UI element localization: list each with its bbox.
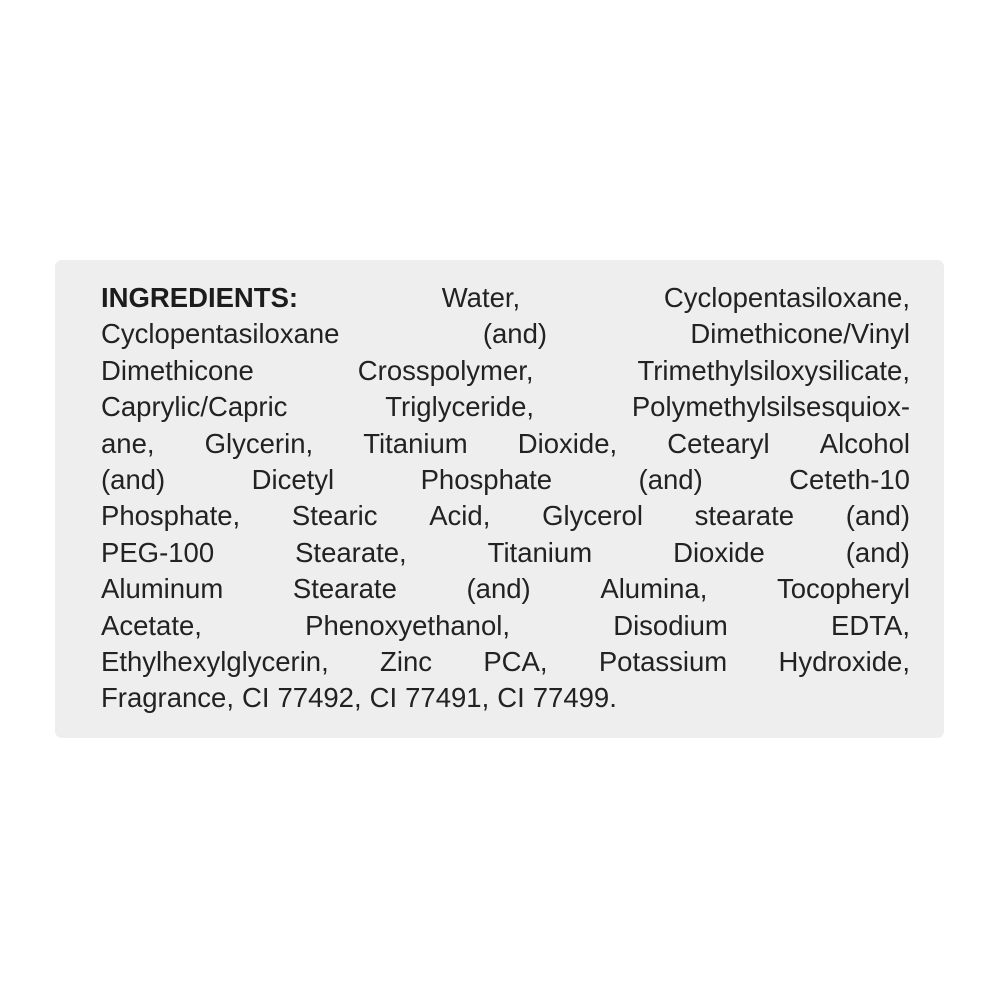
ingredient-word: Cyclopentasiloxane, bbox=[663, 282, 910, 313]
ingredient-word: Ethylhexylglycerin, bbox=[101, 645, 329, 677]
ingredients-line bbox=[101, 389, 910, 425]
ingredients-line bbox=[101, 535, 910, 571]
ingredient-word: Phenoxyethanol, bbox=[305, 609, 510, 641]
ingredient-word: Stearate, bbox=[295, 536, 407, 568]
ingredient-word: Phosphate, bbox=[101, 500, 241, 532]
ingredients-line bbox=[101, 644, 910, 680]
ingredient-word: (and) bbox=[466, 573, 531, 605]
ingredient-word: ane, bbox=[101, 427, 155, 459]
ingredient-word: Stearate bbox=[292, 573, 397, 605]
ingredient-word: Acetate, bbox=[101, 609, 202, 641]
ingredients-line bbox=[101, 353, 910, 389]
ingredient-word: Tocopheryl bbox=[777, 573, 910, 605]
ingredient-word: (and) bbox=[101, 463, 166, 495]
ingredient-word: Hydroxide, bbox=[778, 645, 910, 677]
ingredient-word: (and) bbox=[482, 318, 548, 350]
ingredient-word: Titanium bbox=[363, 427, 468, 459]
ingredient-word: Cyclopentasiloxane bbox=[101, 318, 340, 350]
ingredient-word: Alcohol bbox=[819, 427, 910, 459]
ingredient-word: Crosspolymer, bbox=[357, 354, 534, 386]
ingredient-word: 77492, bbox=[277, 682, 362, 714]
ingredients-heading: INGREDIENTS: bbox=[101, 282, 299, 313]
ingredients-line bbox=[101, 571, 910, 607]
ingredient-word: Caprylic/Capric bbox=[101, 391, 288, 423]
ingredient-word: Glycerin, bbox=[204, 427, 314, 459]
ingredient-word: (and) bbox=[638, 463, 703, 495]
ingredient-word: Trimethylsiloxysilicate, bbox=[637, 354, 910, 386]
ingredient-word: Ceteth-10 bbox=[789, 463, 910, 495]
ingredient-word: PCA, bbox=[483, 645, 548, 677]
ingredient-word: Disodium bbox=[613, 609, 728, 641]
ingredient-word: Dimethicone/Vinyl bbox=[690, 318, 910, 350]
ingredient-word: 77491, bbox=[405, 682, 490, 714]
ingredient-word: Dimethicone bbox=[101, 354, 254, 386]
ingredient-word: stearate bbox=[694, 500, 795, 532]
ingredients-text bbox=[101, 280, 910, 717]
ingredients-line bbox=[101, 680, 910, 716]
ingredient-word: Dicetyl bbox=[251, 463, 335, 495]
ingredient-word: Water, bbox=[441, 282, 521, 313]
ingredient-word: Aluminum bbox=[101, 573, 224, 605]
ingredients-line bbox=[101, 498, 910, 534]
ingredient-word: 77499. bbox=[532, 682, 617, 714]
ingredient-word: Zinc bbox=[380, 645, 432, 677]
ingredient-word: Dioxide, bbox=[517, 427, 618, 459]
ingredient-word: Polymethylsilsesquiox- bbox=[631, 391, 910, 423]
ingredient-word: Fragrance, bbox=[101, 682, 234, 714]
ingredient-word: (and) bbox=[845, 500, 910, 532]
ingredients-line bbox=[101, 462, 910, 498]
ingredient-word: Dioxide bbox=[673, 536, 765, 568]
ingredient-word: Stearic bbox=[291, 500, 378, 532]
ingredient-word: (and) bbox=[845, 536, 910, 568]
ingredient-word: Potassium bbox=[598, 645, 728, 677]
ingredient-word: Acid, bbox=[429, 500, 491, 532]
ingredients-line bbox=[101, 280, 910, 316]
ingredients-label bbox=[55, 260, 944, 738]
ingredients-line bbox=[101, 608, 910, 644]
ingredient-word: Phosphate bbox=[420, 463, 553, 495]
ingredients-line bbox=[101, 316, 910, 352]
ingredients-line bbox=[101, 426, 910, 462]
ingredient-word: PEG-100 bbox=[101, 536, 215, 568]
ingredient-word: CI bbox=[497, 682, 525, 714]
ingredient-word: CI bbox=[369, 682, 398, 714]
ingredient-word: Glycerol bbox=[542, 500, 643, 532]
ingredient-word: Triglyceride, bbox=[385, 391, 535, 423]
ingredient-word: EDTA, bbox=[831, 609, 910, 641]
ingredient-word: Titanium bbox=[487, 536, 593, 568]
ingredient-word: Alumina, bbox=[600, 573, 708, 605]
ingredient-word: Cetearyl bbox=[667, 427, 770, 459]
ingredient-word: CI bbox=[241, 682, 270, 714]
